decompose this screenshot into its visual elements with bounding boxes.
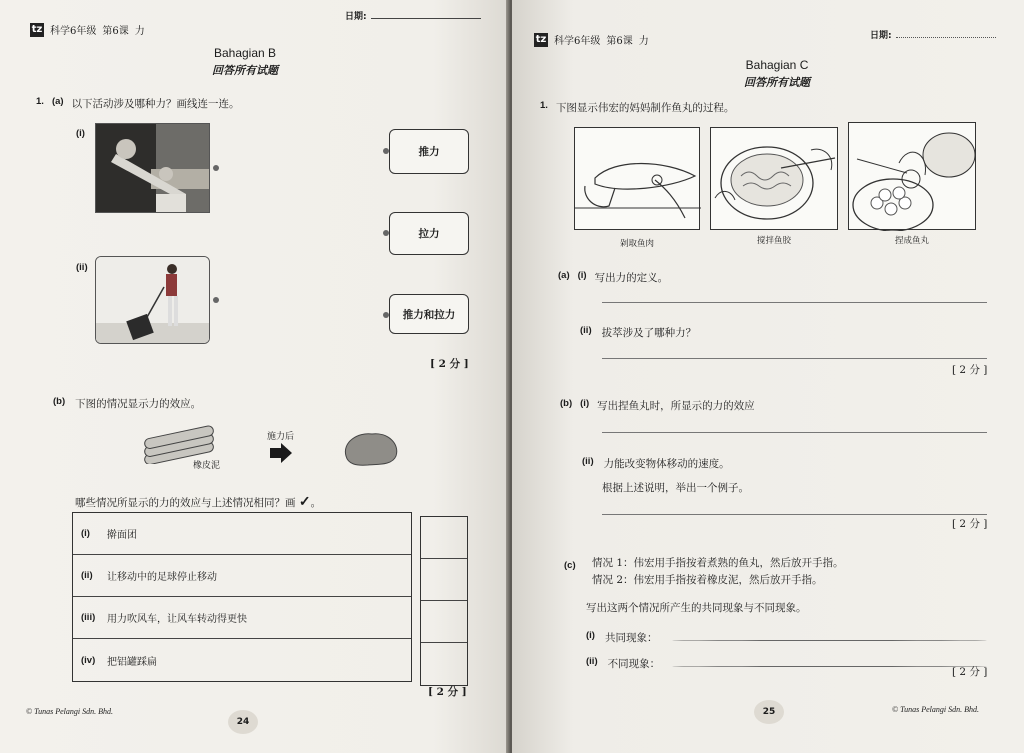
right-footer: © Tunas Pelangi Sdn. Bhd. <box>892 705 979 714</box>
marks-b: [ 2 分 ] <box>952 518 988 530</box>
section-title: Bahagian B <box>213 46 277 60</box>
sketch-shape-balls <box>848 122 976 230</box>
answer-line-a-ii[interactable] <box>602 358 987 359</box>
q1c-ii: (ii) 不同现象： <box>586 656 661 670</box>
q1a-prompt: 1. (a) 以下活动涉及哪种力？画线连一连。 <box>36 96 240 110</box>
left-page <box>0 0 510 753</box>
sawing-photo <box>95 123 210 213</box>
caption-3: 捏成鱼丸 <box>894 236 929 246</box>
tick-column <box>420 516 468 686</box>
q1a-i: (a) (i) 写出力的定义。 <box>558 270 669 284</box>
q1b-prompt: (b) 下图的情况显示力的效应。 <box>53 396 202 410</box>
right-page <box>512 0 1024 753</box>
date-field[interactable] <box>870 28 996 41</box>
sketch-stir-paste <box>710 127 838 230</box>
answer-line-c-ii[interactable] <box>672 666 987 667</box>
answer-line-b-ii[interactable] <box>602 514 987 515</box>
publisher-logo: tz <box>535 34 547 45</box>
situation-2: 情况 2：伟宏用手指按着橡皮泥，然后放开手指。 <box>592 574 823 586</box>
lesson: 第6课 <box>102 26 129 37</box>
left-footer: © Tunas Pelangi Sdn. Bhd. <box>26 707 113 716</box>
flattened-plasticine <box>340 428 402 472</box>
q1c-question: 写出这两个情况所产生的共同现象与不同现象。 <box>586 602 807 614</box>
page-number-25: 25 <box>754 700 784 724</box>
topic: 力 <box>638 36 649 47</box>
subject: 科学6年级 <box>554 36 601 47</box>
marks-b: [ 2 分 ] <box>428 686 467 698</box>
option-push-and-pull[interactable]: 推力和拉力 <box>389 294 469 334</box>
sketch-cut-fish <box>574 127 700 230</box>
answer-line-c-i[interactable] <box>672 640 987 641</box>
q1b-ii-instruction: 根据上述说明，举出一个例子。 <box>602 482 749 494</box>
arrow-right-icon <box>270 443 292 467</box>
table-row: (iii) 用力吹风车，让风车转动得更快 <box>73 597 411 639</box>
marks-c: [ 2 分 ] <box>952 666 988 678</box>
img-i-label: (i) <box>76 128 85 139</box>
publisher-logo: tz <box>31 24 43 35</box>
tick-icon: ✓ <box>298 494 311 510</box>
section-subtitle: 回答所有试题 <box>744 76 810 89</box>
table-row: (i) 擀面团 <box>73 513 411 555</box>
topic: 力 <box>134 26 145 37</box>
caption-2: 搅拌鱼胶 <box>756 236 791 246</box>
right-header <box>534 32 649 47</box>
marks-a: [ 2 分 ] <box>430 358 469 370</box>
q1-intro: 1. 下图显示伟宏的妈妈制作鱼丸的过程。 <box>540 100 735 114</box>
tick-cell[interactable] <box>421 517 467 559</box>
answer-line-b-i[interactable] <box>602 432 987 433</box>
dot-img-ii[interactable] <box>213 297 219 303</box>
table-row: (iv) 把铝罐踩扁 <box>81 654 157 668</box>
q1b-question: 哪些情况所显示的力的效应与上述情况相同？画 ✓。 <box>75 494 322 510</box>
section-title: Bahagian C <box>745 58 809 72</box>
tick-cell[interactable] <box>421 601 467 643</box>
arrow-label: 施力后 <box>267 432 295 442</box>
lesson: 第6课 <box>606 36 633 47</box>
date-label: 日期: <box>870 31 892 41</box>
answer-line-a-i[interactable] <box>602 302 987 303</box>
caption-1: 剁取鱼肉 <box>619 239 654 249</box>
table-row: (ii) 让移动中的足球停止移动 <box>73 555 411 597</box>
situations-table <box>72 512 412 682</box>
date-label: 日期: <box>345 12 367 22</box>
subject: 科学6年级 <box>50 26 97 37</box>
marks-a: [ 2 分 ] <box>952 364 988 376</box>
img-ii-label: (ii) <box>76 262 88 273</box>
tick-cell[interactable] <box>421 643 467 685</box>
q1c-i: (i) 共同现象： <box>586 630 658 644</box>
option-push[interactable]: 推力 <box>389 129 469 174</box>
page-number-24: 24 <box>228 710 258 734</box>
suitcase-photo <box>95 256 210 344</box>
situation-1: 情况 1：伟宏用手指按着煮熟的鱼丸，然后放开手指。 <box>592 557 844 569</box>
left-header <box>30 22 145 37</box>
date-field[interactable] <box>345 9 481 22</box>
q1b-i: (b) (i) 写出捏鱼丸时，所显示的力的效应 <box>560 398 755 412</box>
plasticine-label: 橡皮泥 <box>193 461 221 471</box>
q1b-ii: (ii) 力能改变物体移动的速度。 <box>582 456 730 470</box>
tick-cell[interactable] <box>421 559 467 601</box>
q1a-ii: (ii) 拔萃涉及了哪种力？ <box>580 325 697 339</box>
q1c-label: (c) <box>564 560 576 571</box>
dot-img-i[interactable] <box>213 165 219 171</box>
option-pull[interactable]: 拉力 <box>389 212 469 255</box>
section-subtitle: 回答所有试题 <box>212 64 278 77</box>
